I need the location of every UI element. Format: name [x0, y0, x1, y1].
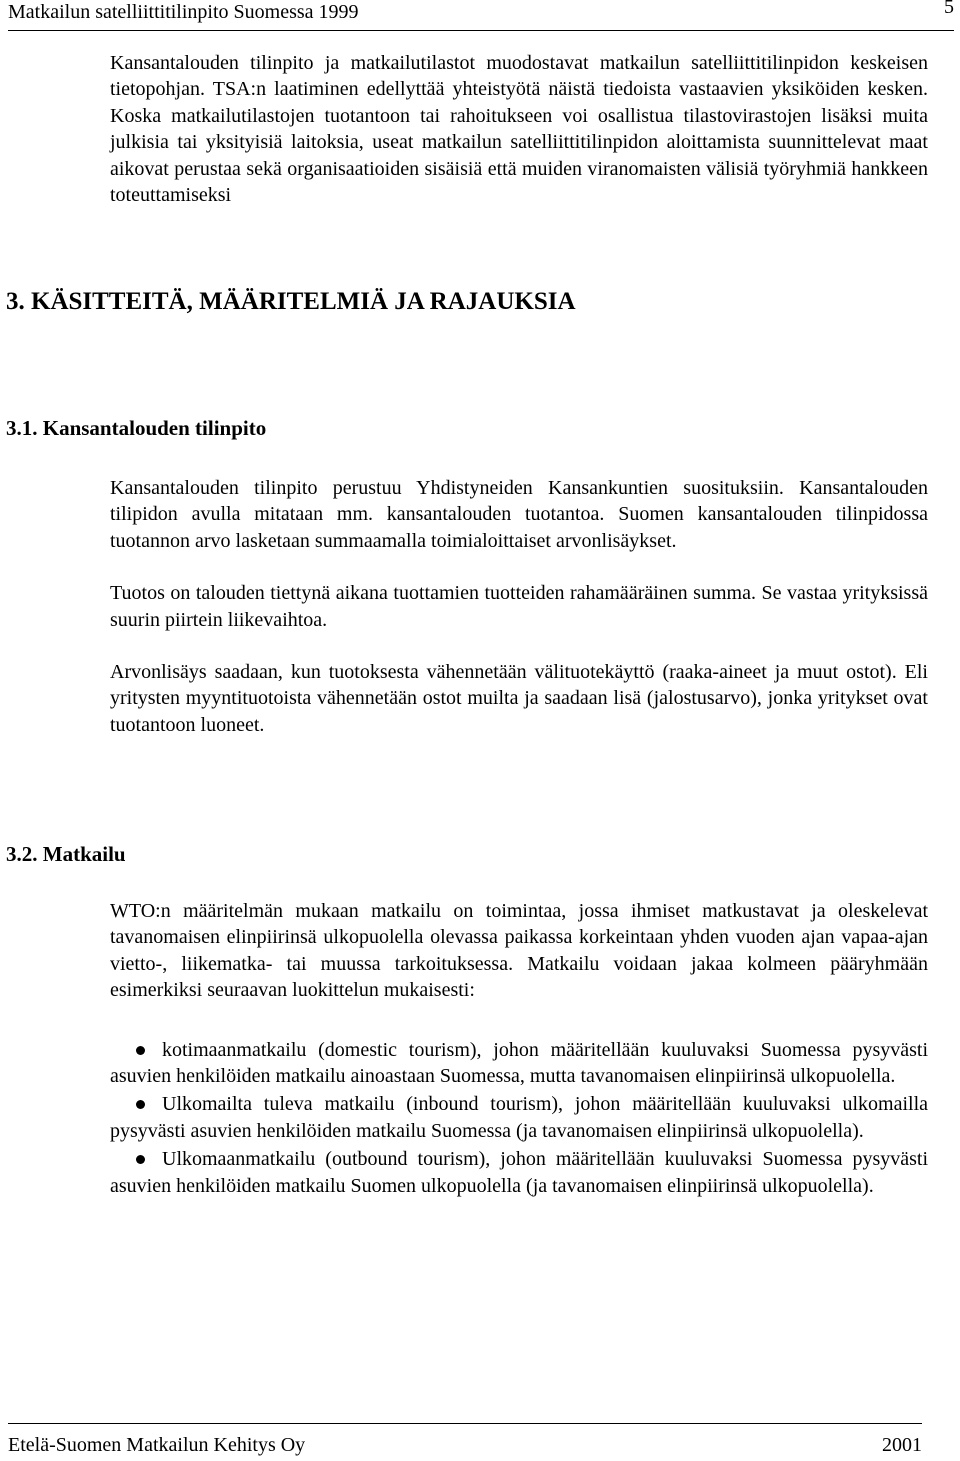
section-3-heading: 3. KÄSITTEITÄ, MÄÄRITELMIÄ JA RAJAUKSIA — [6, 288, 576, 315]
paragraph-wto-definition: WTO:n määritelmän mukaan matkailu on toimintaa, jossa ihmiset matkustavat ja oleskelevat tavanomaisen elinpiirinsä ulkopuolella olevassa paikassa korkeintaan yhden vuoden ajan vapaa-ajan vietto-, liikematka- tai muussa tarkoituksessa. Matkailu voidaan jakaa kolmeen pääryhmään esimerkiksi seuraavan luokittelun mukaisesti: — [110, 900, 928, 1002]
intro-paragraph: Kansantalouden tilinpito ja matkailutilastot muodostavat matkailun satelliittitilinpidon keskeisen tietopohjan. TSA:n laatiminen edellyttää yhteistyötä näistä tiedoista vastaavien yksiköiden kesken. Koska matkailutilastojen tuotantoon tai rahoitukseen voi osallistua tilastovirastojen lisäksi muita julkisia tai yksityisiä laitoksia, useat matkailun satelliittitilinpidon aloittamista suunnittelevat maat aikovat perustaa sekä organisaatioiden sisäisiä että muiden viranomaisten välisiä työryhmiä hankkeen toteuttamiseksi — [110, 52, 928, 207]
paragraph-national-accounts: Kansantalouden tilinpito perustuu Yhdistyneiden Kansankuntien suosituksiin. Kansantalouden tilipidon avulla mitataan mm. kansantalouden tuotantoa. Suomen kansantalouden tilinpidossa tuotannon arvo lasketaan summaamalla toimialoittaiset arvonlisäykset. — [110, 477, 928, 552]
section-3-1-body — [110, 475, 928, 738]
section-3-1-heading: 3.1. Kansantalouden tilinpito — [6, 416, 267, 440]
tourism-categories-list — [110, 1037, 928, 1199]
list-item — [110, 1037, 928, 1090]
page-number: 5 — [944, 0, 954, 18]
section-3-2-heading: 3.2. Matkailu — [6, 842, 126, 866]
footer-company: Etelä-Suomen Matkailun Kehitys Oy — [8, 1434, 306, 1456]
header-title: Matkailun satelliittitilinpito Suomessa 1999 — [8, 1, 359, 23]
intro-section — [110, 50, 928, 208]
paragraph-output: Tuotos on talouden tiettynä aikana tuottamien tuotteiden rahamääräinen summa. Se vastaa yrityksissä suurin piirtein liikevaihtoa. — [110, 582, 928, 631]
section-3-2-body — [110, 898, 928, 1201]
paragraph-value-added: Arvonlisäys saadaan, kun tuotoksesta vähennetään välituotekäyttö (raaka-aineet ja muut ostot). Eli yritysten myyntituotoista vähennetään ostot muilta ja saadaan lisä (jalostusarvo), jonka yritykset ovat tuotantoon luoneet. — [110, 661, 928, 736]
list-item-text: Ulkomailta tuleva matkailu (inbound tourism), johon määritellään kuuluvaksi ulkomailla pysyvästi asuvien henkilöiden matkailu Suomessa (ja tavanomaisen elinpiirinsä ulkopuolella). — [110, 1093, 928, 1142]
footer-year: 2001 — [882, 1434, 922, 1456]
bullet-icon — [136, 1046, 145, 1055]
list-item — [110, 1091, 928, 1144]
list-item — [110, 1146, 928, 1199]
page-header — [8, 0, 954, 31]
page-footer — [8, 1423, 922, 1458]
list-item-text: Ulkomaanmatkailu (outbound tourism), johon määritellään kuuluvaksi Suomessa pysyvästi asuvien henkilöiden matkailu Suomen ulkopuolella (ja tavanomaisen elinpiirinsä ulkopuolella). — [110, 1148, 928, 1197]
list-item-text: kotimaanmatkailu (domestic tourism), johon määritellään kuuluvaksi Suomessa pysyvästi asuvien henkilöiden matkailu ainoastaan Suomessa, mutta tavanomaisen elinpiirinsä ulkopuolella. — [110, 1038, 928, 1088]
